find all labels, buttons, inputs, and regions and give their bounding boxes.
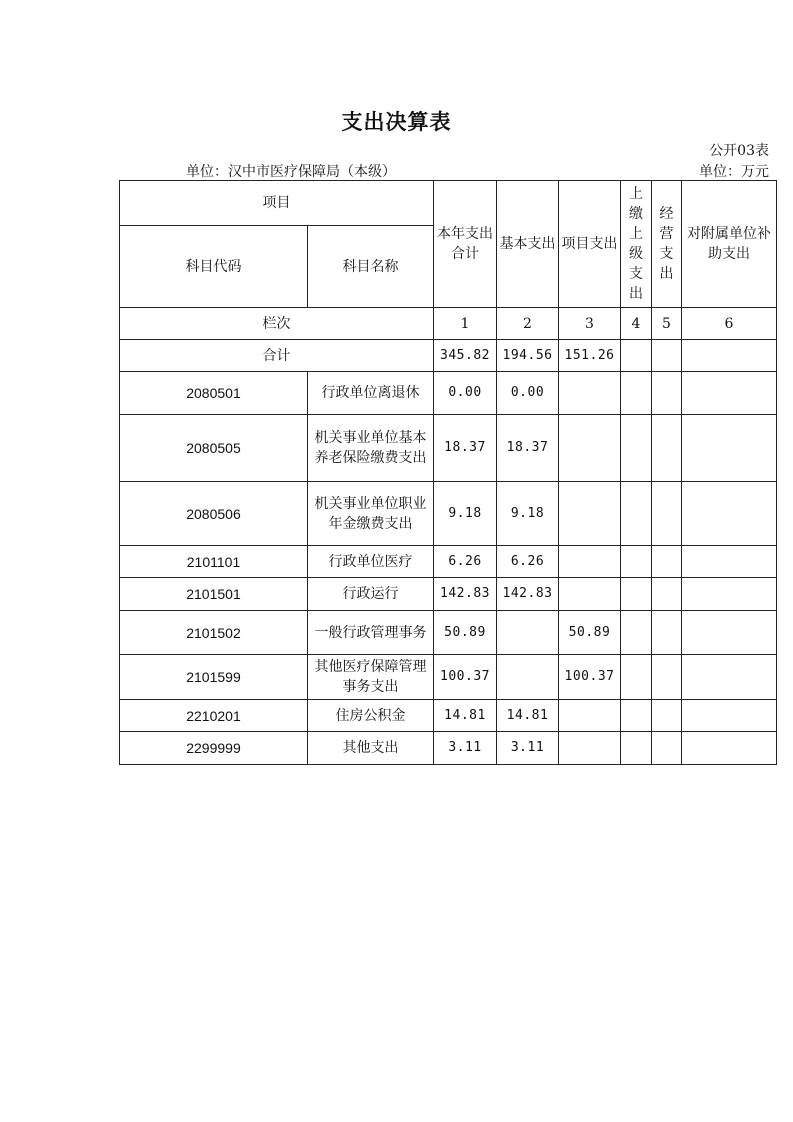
row-upper (621, 372, 652, 415)
totals-subsidy (682, 340, 777, 372)
row-upper (621, 482, 652, 546)
row-total: 6.26 (434, 546, 497, 578)
row-code: 2101501 (120, 578, 308, 611)
row-basic: 0.00 (497, 372, 559, 415)
row-total: 3.11 (434, 732, 497, 765)
totals-total: 345.82 (434, 340, 497, 372)
header-upper: 上缴上级支出 (621, 181, 652, 308)
row-total: 142.83 (434, 578, 497, 611)
col-number: 3 (559, 308, 621, 340)
totals-row (120, 340, 777, 372)
table-row (120, 546, 777, 578)
totals-project: 151.26 (559, 340, 621, 372)
row-name: 住房公积金 (308, 700, 434, 732)
row-basic (497, 655, 559, 700)
row-upper (621, 655, 652, 700)
row-total: 100.37 (434, 655, 497, 700)
header-name: 科目名称 (308, 226, 434, 308)
row-total: 50.89 (434, 611, 497, 655)
form-number: 公开03表 (709, 143, 769, 159)
row-upper (621, 546, 652, 578)
header-code: 科目代码 (120, 226, 308, 308)
row-name: 行政单位离退休 (308, 372, 434, 415)
totals-business (652, 340, 682, 372)
row-business (652, 482, 682, 546)
row-name: 行政运行 (308, 578, 434, 611)
row-business (652, 546, 682, 578)
row-total: 9.18 (434, 482, 497, 546)
row-project (559, 700, 621, 732)
table-row (120, 732, 777, 765)
row-business (652, 732, 682, 765)
row-project: 50.89 (559, 611, 621, 655)
row-project (559, 482, 621, 546)
header-basic: 基本支出 (497, 181, 559, 308)
row-upper (621, 578, 652, 611)
totals-label: 合计 (120, 340, 434, 372)
row-subsidy (682, 732, 777, 765)
table-row (120, 372, 777, 415)
table-row (120, 578, 777, 611)
row-business (652, 415, 682, 482)
header-project-expense: 项目支出 (559, 181, 621, 308)
table-row (120, 700, 777, 732)
row-name: 其他医疗保障管理事务支出 (308, 655, 434, 700)
row-total: 14.81 (434, 700, 497, 732)
column-number-row (120, 308, 777, 340)
table-row (120, 415, 777, 482)
totals-upper (621, 340, 652, 372)
row-subsidy (682, 578, 777, 611)
row-project (559, 372, 621, 415)
header-total: 本年支出合计 (434, 181, 497, 308)
col-number: 5 (652, 308, 682, 340)
table-row (120, 655, 777, 700)
row-code: 2299999 (120, 732, 308, 765)
row-name: 机关事业单位职业年金缴费支出 (308, 482, 434, 546)
col-number: 6 (682, 308, 777, 340)
row-business (652, 700, 682, 732)
table-row (120, 482, 777, 546)
row-code: 2080501 (120, 372, 308, 415)
row-code: 2101101 (120, 546, 308, 578)
page-title: 支出决算表 (341, 109, 452, 134)
unit-name: 单位：汉中市医疗保障局（本级） (186, 164, 396, 180)
row-subsidy (682, 655, 777, 700)
row-project (559, 546, 621, 578)
row-basic: 3.11 (497, 732, 559, 765)
row-code: 2080506 (120, 482, 308, 546)
row-business (652, 372, 682, 415)
row-subsidy (682, 482, 777, 546)
row-basic (497, 611, 559, 655)
row-subsidy (682, 700, 777, 732)
row-total: 18.37 (434, 415, 497, 482)
row-project (559, 732, 621, 765)
row-basic: 18.37 (497, 415, 559, 482)
row-upper (621, 700, 652, 732)
expenditure-table (119, 180, 777, 765)
row-upper (621, 611, 652, 655)
row-name: 一般行政管理事务 (308, 611, 434, 655)
col-number: 2 (497, 308, 559, 340)
row-name: 其他支出 (308, 732, 434, 765)
row-subsidy (682, 611, 777, 655)
header-subsidy: 对附属单位补助支出 (682, 181, 777, 308)
row-subsidy (682, 415, 777, 482)
row-basic: 9.18 (497, 482, 559, 546)
row-project: 100.37 (559, 655, 621, 700)
row-business (652, 611, 682, 655)
row-code: 2101502 (120, 611, 308, 655)
row-project (559, 415, 621, 482)
header-business: 经营支出 (652, 181, 682, 308)
col-number: 4 (621, 308, 652, 340)
row-code: 2210201 (120, 700, 308, 732)
row-basic: 142.83 (497, 578, 559, 611)
row-subsidy (682, 546, 777, 578)
col-number: 1 (434, 308, 497, 340)
row-label: 栏次 (120, 308, 434, 340)
row-business (652, 578, 682, 611)
row-project (559, 578, 621, 611)
row-name: 行政单位医疗 (308, 546, 434, 578)
row-upper (621, 415, 652, 482)
row-business (652, 655, 682, 700)
table-row (120, 611, 777, 655)
row-name: 机关事业单位基本养老保险缴费支出 (308, 415, 434, 482)
row-basic: 14.81 (497, 700, 559, 732)
row-total: 0.00 (434, 372, 497, 415)
row-code: 2080505 (120, 415, 308, 482)
unit-measure: 单位：万元 (699, 164, 769, 180)
header-project: 项目 (120, 181, 434, 226)
row-upper (621, 732, 652, 765)
row-subsidy (682, 372, 777, 415)
row-code: 2101599 (120, 655, 308, 700)
totals-basic: 194.56 (497, 340, 559, 372)
row-basic: 6.26 (497, 546, 559, 578)
